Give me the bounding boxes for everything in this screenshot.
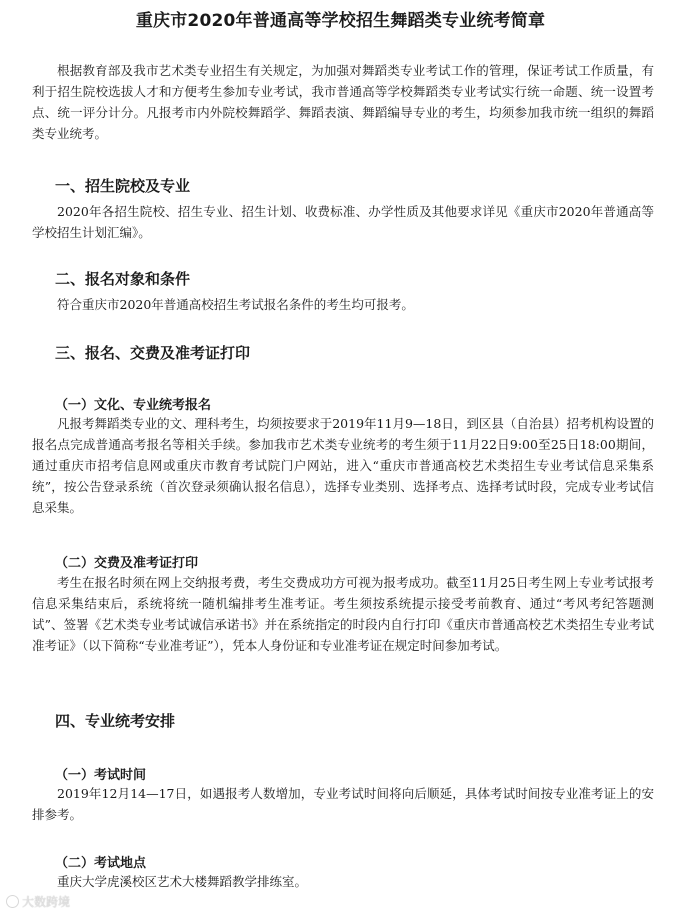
- watermark: [6, 893, 70, 910]
- section-4-sub-2-paragraph: 重庆大学虎溪校区艺术大楼舞蹈教学排练室。: [57, 874, 308, 889]
- circle-logo-icon: [6, 895, 19, 908]
- section-4-sub-2-heading: （二）考试地点: [55, 856, 147, 871]
- section-3-sub-2-paragraph: 考生在报名时须在网上交纳报考费，考生交费成功方可视为报考成功。截至11月25日考生网上专业考试报考信息采集结束后，系统将统一随机编排考生准考证。考生须按系统提示接受考前教育、通过“考风考纪答题测试”、签署《艺术类专业考试诚信承诺书》并在系统指定的时段内自行打印《重庆市普通高校艺术类招生专业考试准考证》（以下简称“专业准考证”），凭本人身份证和专业准考证在规定时间参加考试。: [32, 575, 654, 653]
- section-4-sub-1-heading: （一）考试时间: [55, 768, 147, 783]
- intro-paragraph: 根据教育部及我市艺术类专业招生有关规定，为加强对舞蹈类专业考试工作的管理，保证考试工作质量，有利于招生院校选拔人才和方便考生参加专业考试，我市普通高等学校舞蹈类专业考试实行统一命题、统一设置考点、统一评分计分。凡报考市内外院校舞蹈学、舞蹈表演、舞蹈编导专业的考生，均须参加我市统一组织的舞蹈类专业统考。: [32, 63, 654, 141]
- section-4-heading: 四、专业统考安排: [55, 712, 176, 730]
- section-3-heading: 三、报名、交费及准考证打印: [55, 344, 251, 362]
- document-title: 重庆市2020年普通高等学校招生舞蹈类专业统考简章: [135, 11, 546, 31]
- section-1-paragraph: 2020年各招生院校、招生专业、招生计划、收费标准、办学性质及其他要求详见《重庆市2020年普通高等学校招生计划汇编》。: [32, 204, 654, 240]
- section-3-sub-1-heading: （一）文化、专业统考报名: [55, 398, 212, 413]
- section-2-heading: 二、报名对象和条件: [55, 270, 191, 288]
- section-2-paragraph: 符合重庆市2020年普通高校招生考试报名条件的考生均可报考。: [57, 297, 414, 312]
- section-3-sub-1-paragraph: 凡报考舞蹈类专业的文、理科考生，均须按要求于2019年11月9—18日，到区县（自治县）招考机构设置的报名点完成普通高考报名等相关手续。参加我市艺术类专业统考的考生须于11月22日9:00至25日18:00期间，通过重庆市招考信息网或重庆市教育考试院门户网站，进入“重庆市普通高校艺术类招生专业考试信息采集系统”，按公告登录系统（首次登录须确认报名信息），选择专业类别、选择考点、选择考试时段，完成专业考试信息采集。: [32, 416, 654, 515]
- section-3-sub-2-heading: （二）交费及准考证打印: [55, 556, 199, 571]
- section-1-heading: 一、招生院校及专业: [55, 177, 191, 195]
- watermark-text: 大数跨境: [22, 895, 71, 909]
- section-4-sub-1-paragraph: 2019年12月14—17日，如遇报考人数增加，专业考试时间将向后顺延，具体考试时间按专业准考证上的安排参考。: [32, 786, 654, 822]
